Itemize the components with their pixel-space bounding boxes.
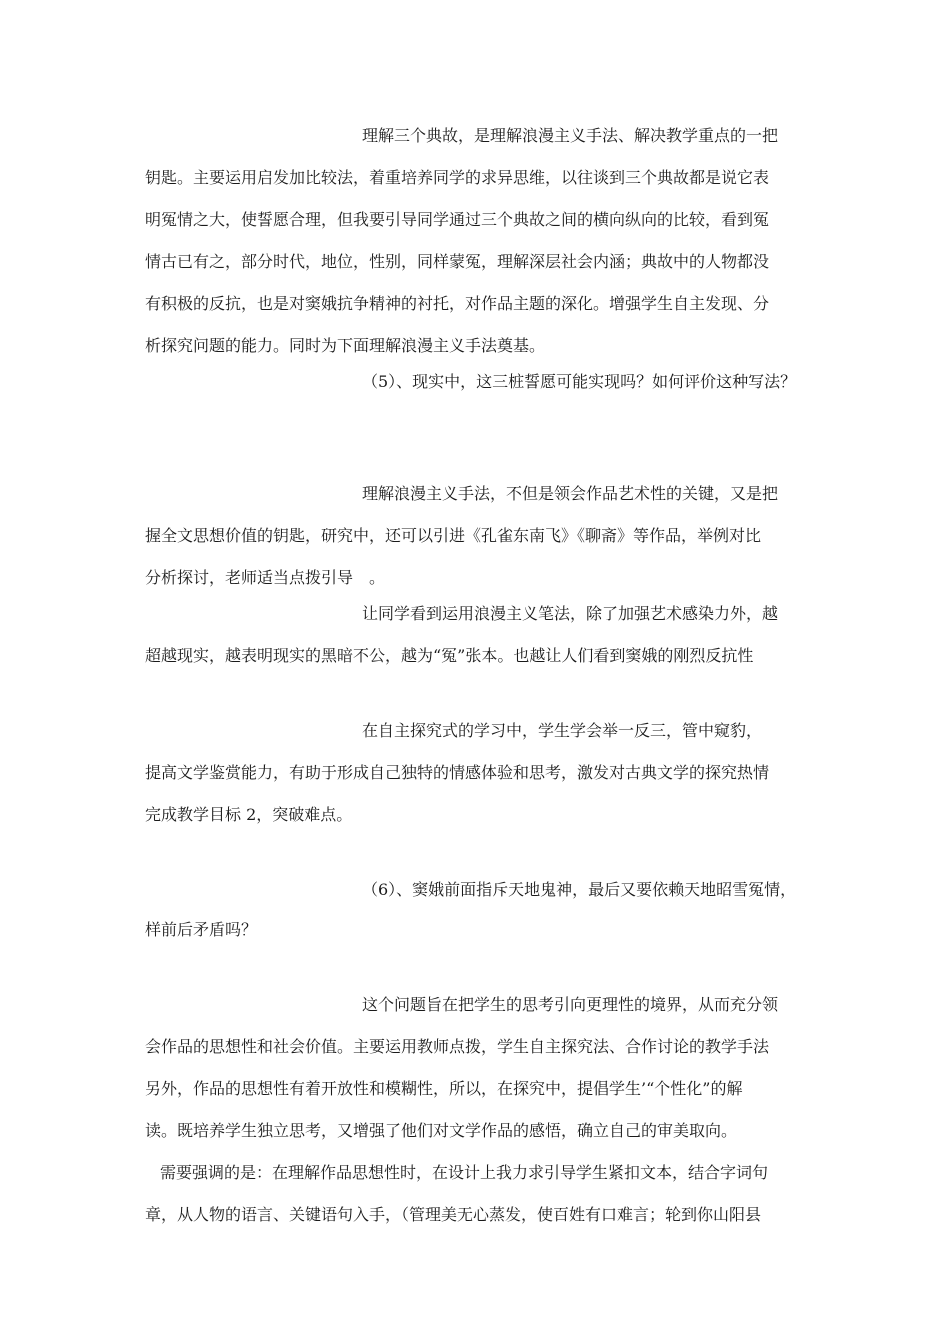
- text-line: 读。既培养学生独立思考，又增强了他们对文学作品的感悟，确立自己的审美取向。: [145, 1121, 738, 1140]
- text-line: 样前后矛盾吗？: [145, 920, 258, 939]
- text-line: 有积极的反抗，也是对窦娥抗争精神的衬托，对作品主题的深化。增强学生自主发现、分: [145, 294, 770, 313]
- text-line: 超越现实，越表明现实的黑暗不公，越为“冤”张本。也越让人们看到窦娥的刚烈反抗性: [145, 646, 754, 665]
- text-line: 分析探讨，老师适当点拨引导 。: [145, 568, 386, 587]
- text-line: 章，从人物的语言、关键语句入手，（管理美无心蒸发，使百姓有口难言；轮到你山阳县: [145, 1205, 762, 1224]
- text-line: 会作品的思想性和社会价值。主要运用教师点拨，学生自主探究法、合作讨论的教学手法: [145, 1037, 770, 1056]
- text-line: 让同学看到运用浪漫主义笔法，除了加强艺术感染力外，越: [362, 604, 779, 623]
- text-line: 在自主探究式的学习中，学生学会举一反三，管中窥豹，: [362, 721, 763, 740]
- text-line: 析探究问题的能力。同时为下面理解浪漫主义手法奠基。: [145, 336, 546, 355]
- text-line: 握全文思想价值的钥匙，研究中，还可以引进《孔雀东南飞》《聊斋》等作品，举例对比: [145, 526, 762, 545]
- text-line: （5）、现实中，这三桩誓愿可能实现吗？如何评价这种写法？: [362, 372, 797, 391]
- text-line: 情古已有之，部分时代，地位，性别，同样蒙冤，理解深层社会内涵；典故中的人物都没: [145, 252, 770, 271]
- text-line: 需要强调的是：在理解作品思想性时，在设计上我力求引导学生紧扣文本，结合字词句: [160, 1163, 769, 1182]
- text-line: 完成教学目标 2，突破难点。: [145, 805, 353, 824]
- text-line: 理解浪漫主义手法，不但是领会作品艺术性的关键，又是把: [362, 484, 779, 503]
- text-line: 另外，作品的思想性有着开放性和模糊性，所以，在探究中，提倡学生’“个性化”的解: [145, 1079, 743, 1098]
- text-line: （6）、窦娥前面指斥天地鬼神，最后又要依赖天地昭雪冤情，: [362, 880, 797, 899]
- text-line: 钥匙。主要运用启发加比较法，着重培养同学的求异思维，以往谈到三个典故都是说它表: [145, 168, 770, 187]
- text-line: 这个问题旨在把学生的思考引向更理性的境界，从而充分领: [362, 995, 779, 1014]
- text-line: 明冤情之大，使誓愿合理，但我要引导同学通过三个典故之间的横向纵向的比较，看到冤: [145, 210, 770, 229]
- text-line: 提高文学鉴赏能力，有助于形成自己独特的情感体验和思考，激发对古典文学的探究热情: [145, 763, 770, 782]
- text-line: 理解三个典故，是理解浪漫主义手法、解决教学重点的一把: [362, 126, 779, 145]
